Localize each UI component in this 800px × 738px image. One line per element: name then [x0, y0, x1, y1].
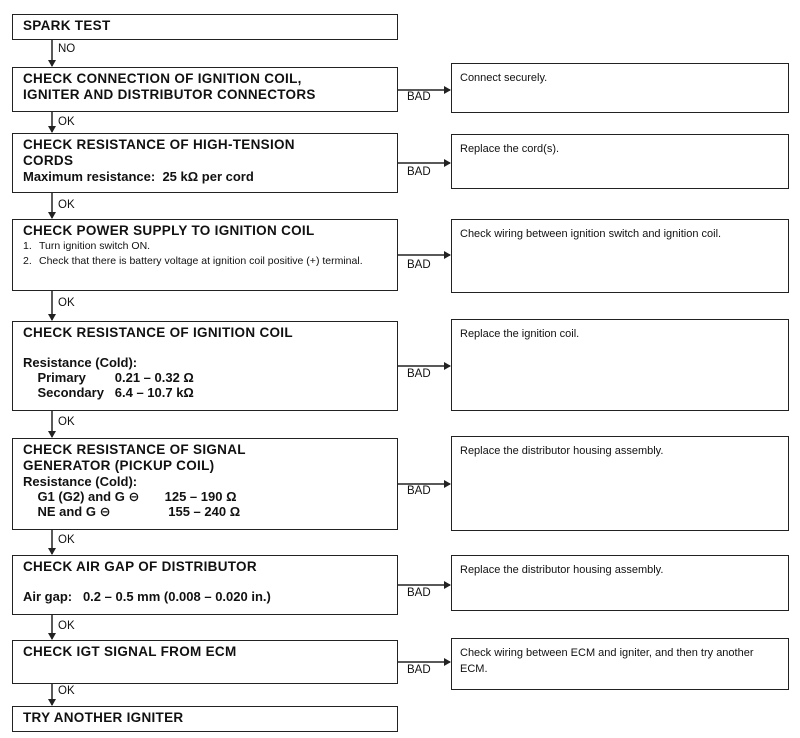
check-connectors-box: [12, 67, 398, 112]
instruction-text: Turn ignition switch ON.: [39, 240, 151, 252]
check-igt-signal-box: [12, 640, 398, 684]
check-connectors-title: CHECK CONNECTION OF IGNITION COIL, IGNITER AND DISTRIBUTOR CONNECTORS: [23, 71, 316, 102]
instruction-number: 2.: [23, 255, 32, 267]
check-signal-generator-title: CHECK RESISTANCE OF SIGNAL GENERATOR (PICKUP COIL): [23, 442, 246, 473]
right-arrow-icon: [444, 86, 451, 94]
right-arrow-icon: [444, 251, 451, 259]
bad-label: BAD: [407, 166, 431, 178]
check-power-supply-box: [12, 219, 398, 291]
check-hv-cords-spec: Maximum resistance: 25 kΩ per cord: [23, 169, 254, 184]
bad-action-text: Replace the ignition coil.: [460, 328, 580, 340]
right-arrow-icon: [444, 159, 451, 167]
check-power-supply-bad-action-box: [451, 219, 789, 293]
try-another-igniter-box: [12, 706, 398, 732]
down-arrow-icon: [48, 548, 56, 555]
check-hv-cords-title: CHECK RESISTANCE OF HIGH-TENSION CORDS: [23, 137, 295, 168]
bad-label: BAD: [407, 587, 431, 599]
down-arrow-icon: [48, 699, 56, 706]
check-connectors-bad-action-box: [451, 63, 789, 113]
check-igt-signal-bad-action-box: [451, 638, 789, 690]
check-igt-signal-title: CHECK IGT SIGNAL FROM ECM: [23, 644, 237, 659]
down-arrow-icon: [48, 212, 56, 219]
instruction-item: [23, 239, 387, 254]
ok-label: OK: [58, 620, 75, 632]
down-arrow-icon: [48, 60, 56, 67]
check-air-gap-bad-action-box: [451, 555, 789, 611]
check-air-gap-spec: Air gap: 0.2 – 0.5 mm (0.008 – 0.020 in.): [23, 589, 271, 604]
check-power-supply-instructions: [23, 239, 387, 269]
right-arrow-icon: [444, 362, 451, 370]
check-signal-generator-bad-action-box: [451, 436, 789, 531]
bad-action-text: Check wiring between ECM and igniter, and then try another ECM.: [460, 647, 754, 675]
ok-label: OK: [58, 534, 75, 546]
check-hv-cords-box: [12, 133, 398, 193]
check-coil-resistance-box: [12, 321, 398, 411]
ok-label: OK: [58, 416, 75, 428]
check-air-gap-title: CHECK AIR GAP OF DISTRIBUTOR: [23, 559, 257, 574]
bad-label: BAD: [407, 664, 431, 676]
end-title: TRY ANOTHER IGNITER: [23, 710, 184, 725]
ok-label: OK: [58, 116, 75, 128]
instruction-text: Check that there is battery voltage at ignition coil positive (+) terminal.: [39, 255, 363, 267]
ok-label: OK: [58, 199, 75, 211]
right-arrow-icon: [444, 658, 451, 666]
bad-action-text: Replace the distributor housing assembly.: [460, 445, 664, 457]
check-coil-resistance-spec: Resistance (Cold): Primary 0.21 – 0.32 Ω Secondary 6.4 – 10.7 kΩ: [23, 355, 194, 400]
bad-label: BAD: [407, 259, 431, 271]
right-arrow-icon: [444, 480, 451, 488]
bad-action-text: Replace the cord(s).: [460, 143, 560, 155]
ok-label: OK: [58, 685, 75, 697]
no-label: NO: [58, 43, 76, 55]
bad-label: BAD: [407, 91, 431, 103]
instruction-item: [23, 254, 387, 269]
down-arrow-icon: [48, 314, 56, 321]
down-arrow-icon: [48, 633, 56, 640]
bad-label: BAD: [407, 368, 431, 380]
right-arrow-icon: [444, 581, 451, 589]
check-hv-cords-bad-action-box: [451, 134, 789, 189]
bad-label: BAD: [407, 485, 431, 497]
bad-action-text: Connect securely.: [460, 72, 548, 84]
instruction-number: 1.: [23, 240, 32, 252]
spark-test-box: [12, 14, 398, 40]
bad-action-text: Check wiring between ignition switch and ignition coil.: [460, 228, 722, 240]
down-arrow-icon: [48, 431, 56, 438]
spark-test-title: SPARK TEST: [23, 18, 111, 33]
bad-action-text: Replace the distributor housing assembly.: [460, 564, 664, 576]
check-signal-generator-spec: Resistance (Cold): G1 (G2) and G ⊖ 125 – 190 Ω NE and G ⊖ 155 – 240 Ω: [23, 474, 241, 519]
down-arrow-icon: [48, 126, 56, 133]
check-coil-resistance-title: CHECK RESISTANCE OF IGNITION COIL: [23, 325, 293, 340]
check-power-supply-title: CHECK POWER SUPPLY TO IGNITION COIL: [23, 223, 315, 238]
check-air-gap-box: [12, 555, 398, 615]
check-coil-resistance-bad-action-box: [451, 319, 789, 411]
ok-label: OK: [58, 297, 75, 309]
check-signal-generator-box: [12, 438, 398, 530]
